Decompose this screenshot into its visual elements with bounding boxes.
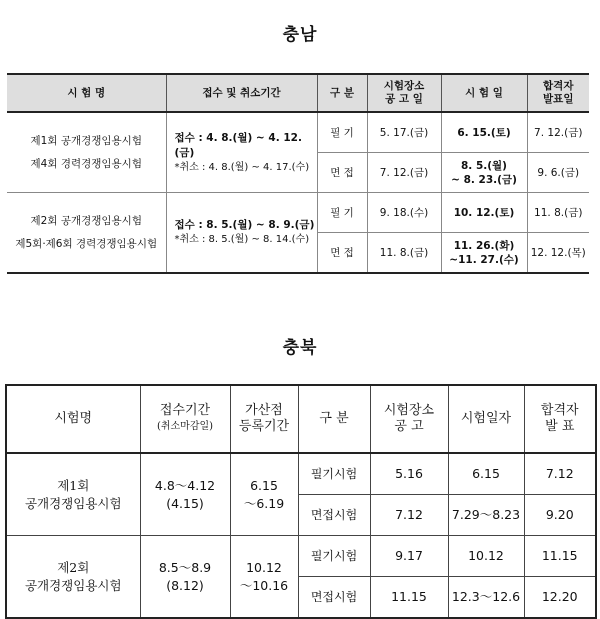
period-cell [140, 453, 230, 536]
result-date-cell: 12.20 [524, 577, 596, 619]
application-period: 8.5～8.9 [158, 559, 212, 575]
exam-name-line: 제1회 [57, 477, 90, 493]
table-row [6, 536, 596, 577]
exam-name-cell [6, 453, 140, 536]
result-date-cell: 11. 8.(금) [527, 193, 589, 233]
header-exam-date: 시험일자 [448, 385, 524, 453]
period-cell [140, 536, 230, 619]
exam-name-cell [7, 193, 166, 274]
type-cell: 필기시험 [298, 536, 370, 577]
header-exam-name: 시험명 [6, 385, 140, 453]
chungnam-title: 충남 [282, 25, 318, 45]
table-header-row [7, 74, 589, 112]
chungnam-schedule-table [7, 73, 589, 274]
exam-name-line: 제4회 경력경쟁임용시험 [30, 157, 142, 170]
header-result-date: 합격자 발표일 [527, 74, 589, 112]
application-period: 접수 : 4. 8.(월) ~ 4. 12.(금) [174, 131, 302, 159]
type-cell: 면접시험 [298, 495, 370, 536]
application-period: 4.8～4.12 [154, 477, 216, 493]
type-cell: 면 접 [317, 153, 367, 193]
bonus-period-line: ～6.19 [243, 495, 285, 511]
type-cell: 면 접 [317, 233, 367, 274]
application-period: 접수 : 8. 5.(월) ~ 8. 9.(금) [174, 219, 315, 231]
period-cell [166, 112, 317, 193]
exam-name-cell [7, 112, 166, 193]
header-type: 구 분 [317, 74, 367, 112]
result-date-cell: 7.12 [524, 453, 596, 495]
venue-date-cell: 7. 12.(금) [367, 153, 441, 193]
venue-date-cell: 5. 17.(금) [367, 112, 441, 153]
cancel-deadline: (4.15) [166, 495, 204, 511]
header-venue-notice: 시험장소 공 고 [370, 385, 448, 453]
result-date-cell: 7. 12.(금) [527, 112, 589, 153]
exam-name-line: 제2회 [57, 559, 90, 575]
exam-date-cell: 11. 26.(화) ~11. 27.(수) [441, 233, 527, 274]
header-period-sub: (취소마감일) [156, 421, 214, 432]
header-result-date: 합격자 발 표 [524, 385, 596, 453]
type-cell: 필기시험 [298, 453, 370, 495]
cancel-deadline: (8.12) [166, 577, 204, 593]
type-cell: 면접시험 [298, 577, 370, 619]
bonus-period-line: ～10.16 [239, 577, 289, 593]
table-row [7, 112, 589, 153]
bonus-period-cell [230, 453, 298, 536]
venue-date-cell: 11. 8.(금) [367, 233, 441, 274]
chungbuk-schedule-table [5, 384, 597, 619]
venue-date-cell: 9. 18.(수) [367, 193, 441, 233]
header-type: 구 분 [298, 385, 370, 453]
venue-date-cell: 7.12 [370, 495, 448, 536]
header-exam-name: 시 험 명 [7, 74, 166, 112]
table-row [6, 453, 596, 495]
bonus-period-cell [230, 536, 298, 619]
exam-name-line: 공개경쟁임용시험 [24, 577, 122, 593]
exam-date-cell: 12.3～12.6 [448, 577, 524, 619]
chungbuk-title: 충북 [282, 338, 318, 358]
table-row [7, 193, 589, 233]
venue-date-cell: 11.15 [370, 577, 448, 619]
table-header-row [6, 385, 596, 453]
header-exam-date: 시 험 일 [441, 74, 527, 112]
exam-name-line: 공개경쟁임용시험 [24, 495, 122, 511]
exam-name-line: 제1회 공개경쟁임용시험 [30, 134, 142, 147]
header-period [140, 385, 230, 453]
type-cell: 필 기 [317, 112, 367, 153]
exam-name-line: 제2회 공개경쟁임용시험 [30, 214, 142, 227]
exam-date-cell: 8. 5.(월) ~ 8. 23.(금) [441, 153, 527, 193]
exam-date-cell: 10. 12.(토) [441, 193, 527, 233]
venue-date-cell: 9.17 [370, 536, 448, 577]
exam-date-cell: 6. 15.(토) [441, 112, 527, 153]
header-bonus-period: 가산점 등록기간 [230, 385, 298, 453]
header-venue-notice: 시험장소 공 고 일 [367, 74, 441, 112]
period-cell [166, 193, 317, 274]
exam-date-cell: 10.12 [448, 536, 524, 577]
venue-date-cell: 5.16 [370, 453, 448, 495]
exam-name-line: 제5회·제6회 경력경쟁임용시험 [15, 237, 158, 250]
result-date-cell: 9. 6.(금) [527, 153, 589, 193]
result-date-cell: 9.20 [524, 495, 596, 536]
result-date-cell: 12. 12.(목) [527, 233, 589, 274]
type-cell: 필 기 [317, 193, 367, 233]
header-period: 접수 및 취소기간 [166, 74, 317, 112]
cancel-period: *취소 : 8. 5.(월) ~ 8. 14.(수) [174, 234, 310, 245]
bonus-period-line: 6.15 [250, 477, 278, 493]
header-period-label: 접수기간 [159, 403, 211, 418]
bonus-period-line: 10.12 [246, 559, 282, 575]
exam-date-cell: 6.15 [448, 453, 524, 495]
exam-name-cell [6, 536, 140, 619]
exam-date-cell: 7.29～8.23 [448, 495, 524, 536]
cancel-period: *취소 : 4. 8.(월) ~ 4. 17.(수) [174, 161, 310, 173]
result-date-cell: 11.15 [524, 536, 596, 577]
